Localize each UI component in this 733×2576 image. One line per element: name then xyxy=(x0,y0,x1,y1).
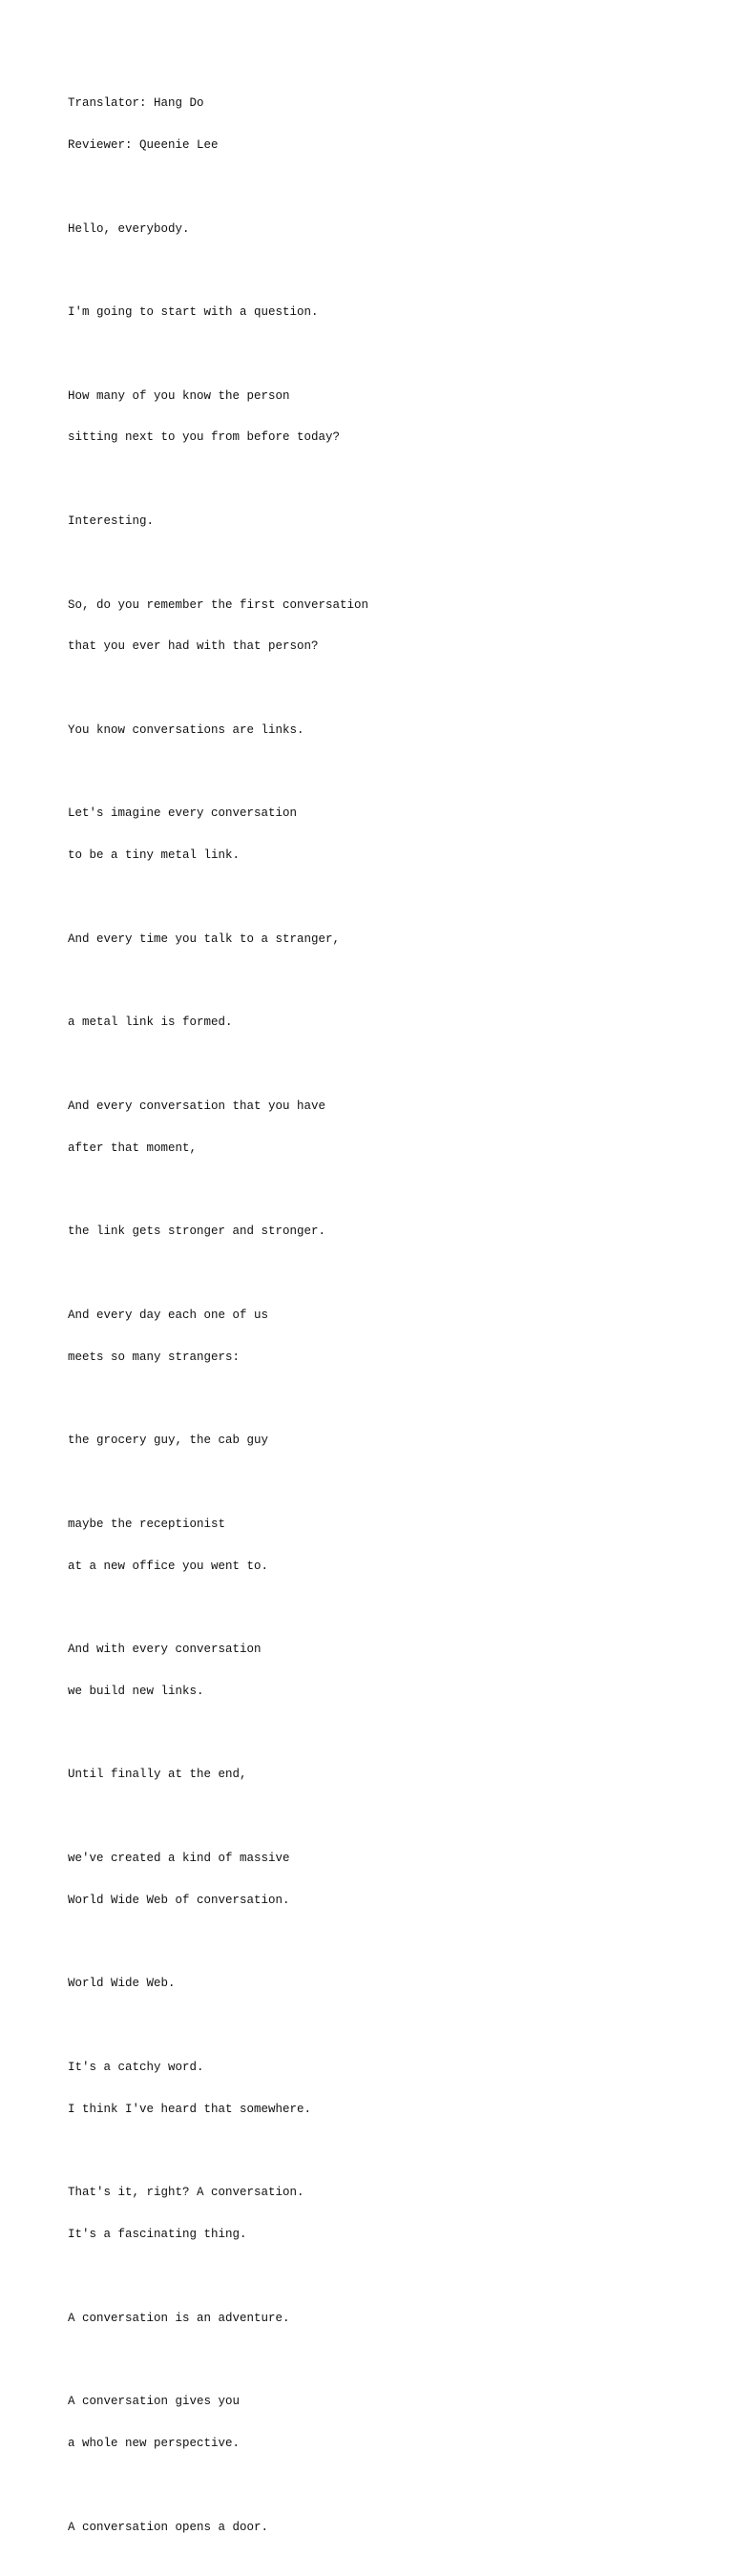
transcript-line: I'm going to start with a question. xyxy=(68,305,319,320)
transcript-line: World Wide Web. xyxy=(68,1977,176,1991)
transcript-line: at a new office you went to. xyxy=(68,1559,269,1573)
transcript-line: a whole new perspective. xyxy=(68,2436,241,2450)
transcript-line: Let's imagine every conversation xyxy=(68,806,298,821)
transcript-paragraph xyxy=(68,1615,698,1727)
transcript-line: I think I've heard that somewhere. xyxy=(68,2102,312,2116)
transcript-paragraph xyxy=(68,487,698,556)
transcript-line: after that moment, xyxy=(68,1141,198,1155)
transcript-line: So, do you remember the first conversation xyxy=(68,597,369,612)
transcript-paragraph xyxy=(68,2492,698,2562)
transcript-line: we've created a kind of massive xyxy=(68,1852,290,1865)
transcript-line: That's it, right? A conversation. xyxy=(68,2186,304,2200)
transcript-line: to be a tiny metal link. xyxy=(68,848,241,863)
transcript-paragraph xyxy=(68,1072,698,1183)
credits-paragraph xyxy=(68,69,698,180)
transcript-line: Hello, everybody. xyxy=(68,221,190,236)
transcript-line: Until finally at the end, xyxy=(68,1768,247,1782)
transcript-line: And every conversation that you have xyxy=(68,1099,326,1113)
transcript-line: How many of you know the person xyxy=(68,388,290,403)
transcript-line: A conversation opens a door. xyxy=(68,2520,269,2534)
transcript-paragraph xyxy=(68,2367,698,2479)
transcript-line: A conversation gives you xyxy=(68,2395,241,2409)
transcript-line: And every day each one of us xyxy=(68,1308,269,1322)
transcript-line: It's a catchy word. xyxy=(68,2060,204,2074)
transcript-paragraph xyxy=(68,1740,698,1810)
transcript-line: we build new links. xyxy=(68,1684,204,1698)
transcript-paragraph xyxy=(68,2158,698,2270)
transcript-paragraph xyxy=(68,570,698,681)
transcript-paragraph xyxy=(68,1281,698,1393)
transcript-paragraph xyxy=(68,988,698,1058)
transcript-paragraph xyxy=(68,905,698,974)
transcript-paragraph xyxy=(68,779,698,890)
transcript-paragraph xyxy=(68,278,698,347)
transcript-page xyxy=(68,69,698,2576)
transcript-line: And with every conversation xyxy=(68,1643,262,1657)
transcript-line: World Wide Web of conversation. xyxy=(68,1893,290,1907)
transcript-line: that you ever had with that person? xyxy=(68,639,319,654)
transcript-paragraph xyxy=(68,1406,698,1476)
transcript-line: the grocery guy, the cab guy xyxy=(68,1434,269,1448)
transcript-line: It's a fascinating thing. xyxy=(68,2228,247,2242)
transcript-paragraph xyxy=(68,1824,698,1936)
transcript-paragraph xyxy=(68,1949,698,2019)
transcript-paragraph xyxy=(68,361,698,472)
transcript-paragraph xyxy=(68,2033,698,2145)
transcript-line: You know conversations are links. xyxy=(68,723,304,737)
transcript-paragraph xyxy=(68,1490,698,1602)
translator-credit: Translator: Hang Do xyxy=(68,96,204,111)
reviewer-credit: Reviewer: Queenie Lee xyxy=(68,137,219,152)
transcript-line: And every time you talk to a stranger, xyxy=(68,932,341,946)
transcript-line: A conversation is an adventure. xyxy=(68,2311,290,2325)
transcript-line: sitting next to you from before today? xyxy=(68,430,341,445)
transcript-paragraph xyxy=(68,1197,698,1267)
transcript-paragraph xyxy=(68,194,698,263)
transcript-paragraph xyxy=(68,696,698,765)
transcript-line: meets so many strangers: xyxy=(68,1350,241,1364)
transcript-line: Interesting. xyxy=(68,514,155,528)
transcript-line: a metal link is formed. xyxy=(68,1016,233,1030)
transcript-line: maybe the receptionist xyxy=(68,1517,226,1531)
transcript-paragraph xyxy=(68,2283,698,2353)
transcript-line: the link gets stronger and stronger. xyxy=(68,1225,326,1239)
